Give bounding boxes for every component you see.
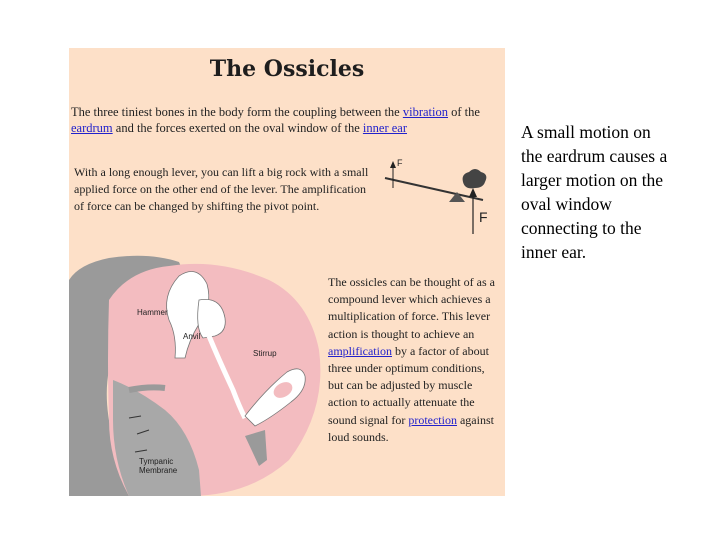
ossicles-panel [69, 48, 505, 496]
link-amplification[interactable]: amplification [328, 343, 392, 358]
link-protection[interactable]: protection [408, 412, 457, 427]
intro-text-b: of the [448, 105, 480, 119]
ear-anatomy-illustration [69, 240, 329, 496]
page-title: The Ossicles [209, 56, 365, 82]
intro-paragraph [71, 104, 501, 136]
label-stirrup: Stirrup [253, 349, 277, 358]
label-tympanic-line1: Tympanic [139, 457, 174, 466]
label-hammer: Hammer [137, 308, 168, 317]
intro-text-a: The three tiniest bones in the body form the coupling between the [71, 105, 403, 119]
hammer-handle [129, 387, 165, 390]
link-inner-ear[interactable]: inner ear [362, 121, 407, 135]
intro-text-c: and the forces exerted on the oval window of the [112, 121, 363, 135]
small-force-label: F [397, 158, 403, 168]
link-eardrum[interactable]: eardrum [71, 121, 113, 135]
large-force-label: F [479, 209, 488, 225]
ossicle-paragraph [328, 274, 498, 446]
label-anvil: Anvil [183, 332, 201, 341]
lever-paragraph: With a long enough lever, you can lift a big rock with a small applied force on the other end of the lever. The amplification of force can be changed by shifting the pivot point. [74, 165, 369, 213]
rock-shape [463, 169, 487, 188]
ossicle-text-b: by a factor of about three under optimum conditions, but can be adjusted by muscle action to actually attenuate the sound signal for [328, 343, 489, 427]
ossicle-text-c: against loud sounds. [328, 412, 494, 444]
label-tympanic-line2: Membrane [139, 466, 178, 475]
slide-caption: A small motion on the eardrum causes a larger motion on the oval window connecting to the inner ear. [521, 122, 668, 262]
link-vibration[interactable]: vibration [402, 105, 448, 119]
ossicle-text-a: The ossicles can be thought of as a compound lever which achieves a multiplication of force. This lever action is thought to achieve an [328, 275, 495, 341]
lever-diagram [379, 156, 499, 238]
